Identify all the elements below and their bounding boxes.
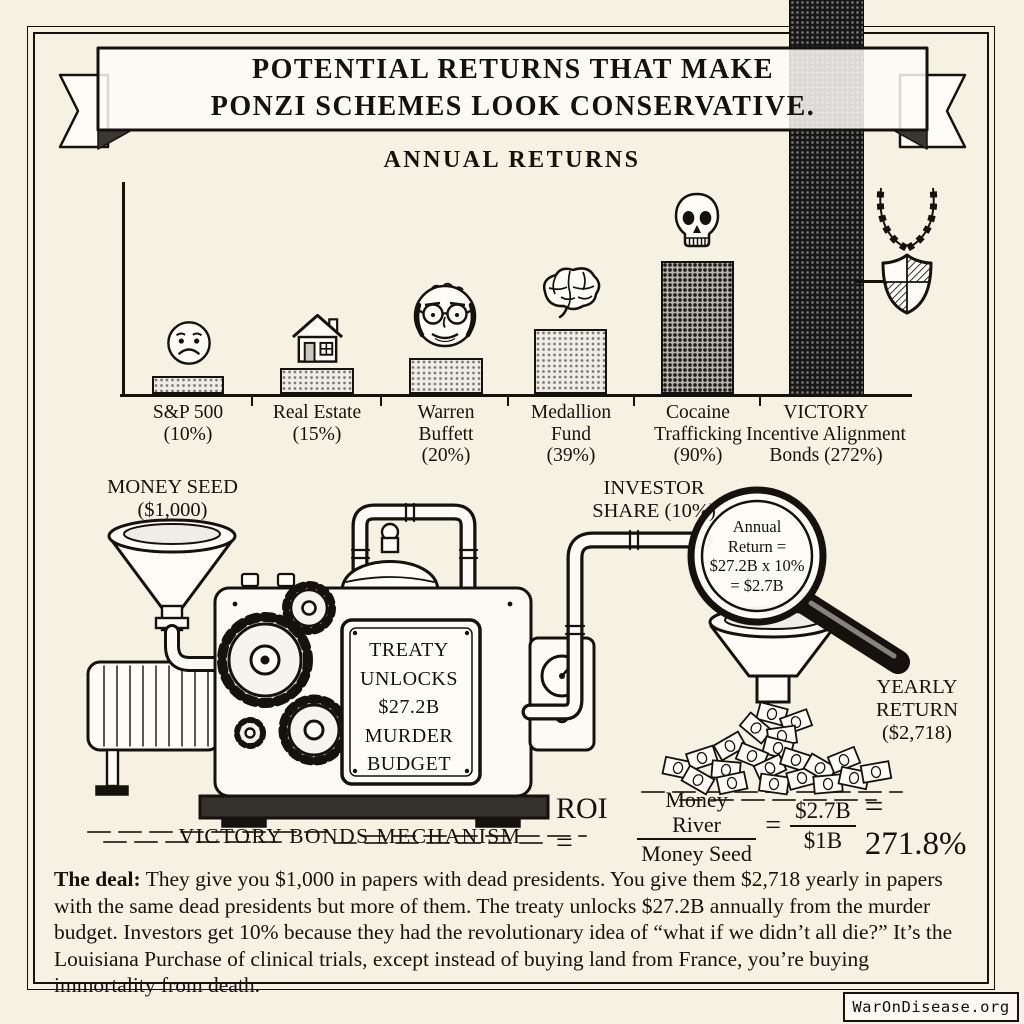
- warren-buffett-face-icon: [410, 277, 480, 355]
- investor-share-label: INVESTOR SHARE (10%): [592, 477, 716, 522]
- bar-warren-buffett: [409, 358, 483, 394]
- roi-formula: [556, 786, 986, 866]
- roi-lhs: ROI =: [556, 792, 608, 859]
- banner-title-line1: POTENTIAL RETURNS THAT MAKE: [251, 54, 775, 85]
- deal-lead: The deal:: [54, 867, 141, 891]
- treaty-panel-text: TREATY UNLOCKS $27.2B MURDER BUDGET: [360, 639, 458, 775]
- roi-fraction-words: $\frac{\text{Money River}}{\text{Money Seed}}$: [637, 787, 757, 866]
- shield-connector-line: [856, 280, 884, 283]
- bar-label-victory-bonds: VICTORY Incentive Alignment Bonds (272%): [746, 402, 906, 466]
- money-seed-label: MONEY SEED ($1,000): [107, 476, 238, 521]
- house-icon: [289, 310, 346, 366]
- brain-icon: [537, 263, 603, 320]
- chart-y-axis: [122, 182, 125, 395]
- chart-title: ANNUAL RETURNS: [383, 147, 641, 173]
- equals-sign: =: [765, 810, 782, 841]
- deal-body: They give you $1,000 in papers with dead presidents. You give them $2,718 yearly in papers with the same dead presidents but more of them. The treaty unlocks $27.2B annually from the murder budget. Investors get 10% because they had the revolutionary idea of “what if we didn’t all die?” It’s the Louisiana Purchase of clinical trials, except instead of buying land from France, you’re buying immortality from death.: [54, 867, 953, 997]
- roi-result: = 271.8%: [864, 789, 967, 862]
- bar-real-estate: [280, 368, 354, 394]
- bar-label-sp500: S&P 500 (10%): [152, 402, 224, 445]
- skull-icon: [672, 192, 722, 255]
- bar-label-cocaine-trafficking: Cocaine Trafficking (90%): [654, 402, 742, 466]
- bar-medallion-fund: [534, 329, 607, 394]
- bar-sp500: [152, 376, 224, 394]
- laurel-wreath-icon: [866, 182, 948, 252]
- victory-shield-icon: [881, 253, 933, 315]
- sad-face-icon: [165, 319, 213, 367]
- deal-paragraph: [54, 866, 971, 999]
- magnifier-annual-return-text: Annual Return = $27.2B x 10% = $2.7B: [709, 517, 805, 595]
- banner-title: [128, 51, 898, 125]
- roi-fraction-numbers: $\frac{\$2.7B}{\$1B}$: [790, 798, 856, 854]
- watermark-url: WarOnDisease.org: [843, 992, 1019, 1022]
- bar-label-warren-buffett: Warren Buffett (20%): [417, 402, 475, 466]
- chart-x-axis: [120, 394, 912, 397]
- bar-cocaine-trafficking: [661, 261, 734, 394]
- banner-title-line2: PONZI SCHEMES LOOK CONSERVATIVE.: [210, 91, 816, 122]
- mechanism-caption: VICTORY BONDS MECHANISM: [178, 824, 522, 848]
- bar-label-real-estate: Real Estate (15%): [272, 402, 362, 445]
- yearly-return-label: YEARLY RETURN ($2,718): [876, 676, 958, 744]
- bar-label-medallion-fund: Medallion Fund (39%): [530, 402, 612, 466]
